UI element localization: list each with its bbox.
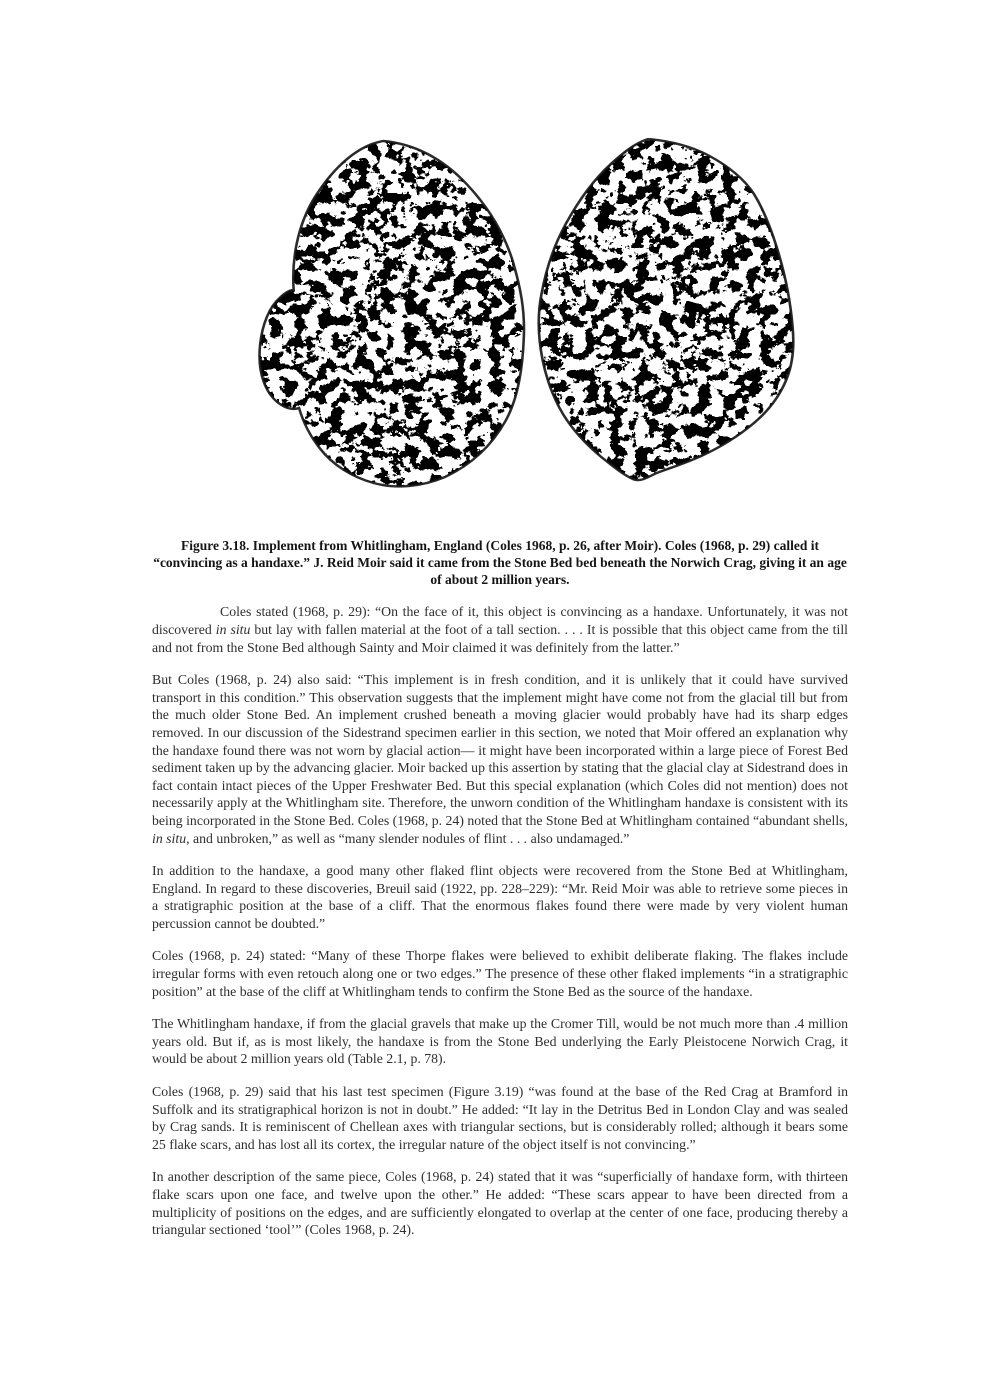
text-segment: In addition to the handaxe, a good many other flaked flint objects were recovered from the Stone Bed at Whitlingham, England. In regard to these discoveries, Breuil said (1922, pp. 228–229): “Mr. Reid Moir was able to retrieve some pieces in a stratigraphic position at the base of a cliff. That the enormous flakes found there were made by very violent human percussion cannot be doubted.” <box>152 863 848 931</box>
paragraph <box>152 1083 848 1153</box>
text-segment: Coles (1968, p. 24) stated: “Many of these Thorpe flakes were believed to exhibit deliberate flaking. The flakes include irregular forms with even retouch along one or two edges.” The presence of these other flaked implements “in a stratigraphic position” at the base of the cliff at Whitlingham tends to confirm the Stone Bed as the source of the handaxe. <box>152 948 848 999</box>
paragraph <box>152 1015 848 1068</box>
italic-text: in situ <box>215 621 251 637</box>
text-segment: Coles stated (1968, p. 29): “On the face of it, this object is convincing as a handaxe. Unfortunately, it was not discovered <box>152 604 848 637</box>
text-segment: But Coles (1968, p. 24) also said: “This implement is in fresh condition, and it is unlikely that it could have survived transport in this condition.” This observation suggests that the implement might have come not from the glacial till but from the much older Stone Bed. An implement crushed beneath a moving glacier would probably have had its sharp edges removed. In our discussion of the Sidestrand specimen earlier in this section, we noted that Moir offered an explanation why the handaxe found there was not worn by glacial action— it might have been incorporated within a large piece of Forest Bed sediment taken up by the advancing glacier. Moir backed up this assertion by stating that the glacial clay at Sidestrand does in fact contain intact pieces of the Upper Freshwater Bed. But this special explanation (which Coles did not mention) does not necessarily apply at the Whitlingham site. Therefore, the unworn condition of the Whitlingham handaxe is consistent with its being incorporated in the Stone Bed. Coles (1968, p. 24) noted that the Stone Bed at Whitlingham contained “abundant shells, <box>152 672 848 828</box>
text-segment: , and unbroken,” as well as “many slender nodules of flint . . . also undamaged.” <box>186 830 630 846</box>
paragraph <box>152 671 848 847</box>
text-segment: The Whitlingham handaxe, if from the glacial gravels that make up the Cromer Till, would be not much more than .4 million years old. But if, as is most likely, the handaxe is from the Stone Bed underlying the Early Pleistocene Norwich Crag, it would be about 2 million years old (Table 2.1, p. 78). <box>152 1016 848 1067</box>
text-segment: Coles (1968, p. 29) said that his last test specimen (Figure 3.19) “was found at the base of the Red Crag at Bramford in Suffolk and its stratigraphical horizon is not in doubt.” He added: “It lay in the Detritus Bed in London Clay and was sealed by Crag sands. It is reminiscent of Chellean axes with triangular sections, but is considerably rolled; although it bears some 25 flake scars, and has lost all its cortex, the irregular nature of the object itself is not convincing.” <box>152 1084 848 1152</box>
article-body <box>152 603 848 1238</box>
paragraph <box>152 862 848 932</box>
figure-3-18 <box>0 0 1000 588</box>
text-segment: but lay with fallen material at the foot of a tall section. . . . It is possible that this object came from the till and not from the Stone Bed although Sainty and Moir claimed it was definitely from the latter.” <box>152 621 848 655</box>
figure-caption: Figure 3.18. Implement from Whitlingham, England (Coles 1968, p. 26, after Moir). Coles (1968, p. 29) called it “convincing as a handaxe.” J. Reid Moir said it came from the Stone Bed bed beneath the Norwich Crag, giving it an age of about 2 million years. <box>153 538 847 587</box>
paragraph <box>152 1168 848 1238</box>
implement-front-image <box>258 138 526 490</box>
figure-images <box>258 0 798 490</box>
implement-back-image <box>536 138 798 490</box>
text-segment: In another description of the same piece, Coles (1968, p. 24) stated that it was “superficially of handaxe form, with thirteen flake scars upon one face, and twelve upon the other.” He added: “These scars appear to have been directed from a multiplicity of positions on the edges, and are sufficiently elongated to overlap at the center of one face, producing thereby a triangular sectioned ‘tool’” (Coles 1968, p. 24). <box>152 1169 848 1238</box>
paragraph <box>152 603 848 656</box>
italic-text: in situ <box>152 830 187 846</box>
paragraph <box>152 947 848 1000</box>
